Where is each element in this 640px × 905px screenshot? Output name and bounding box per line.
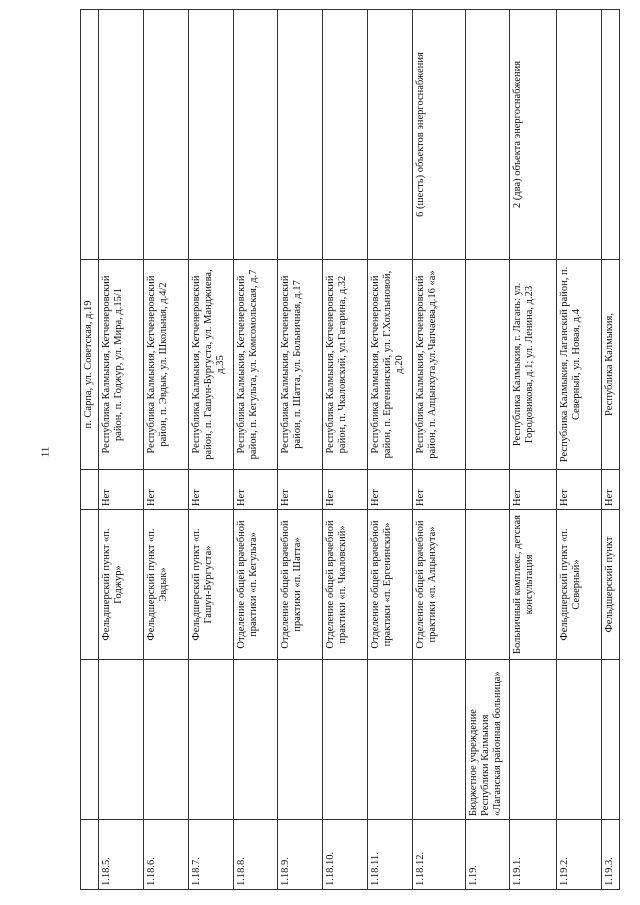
facility-cell [466,510,510,660]
mark-cell: Нет [233,470,278,510]
facility-cell: Фельдшерский пункт «п. Гашун-Бургуста» [188,510,233,660]
objects-cell [233,10,278,260]
objects-cell [278,10,323,260]
objects-cell [556,10,601,260]
facility-cell: Отделение общей врачебной практики «п. Чкаловский» [323,510,368,660]
table-row [278,10,323,890]
address-cell: Республика Калмыкия, Кетченеровский район, п. Чкаловский, ул.Гагарина, д.32 [323,260,368,470]
facility-cell: Отделение общей врачебной практики «п. Алцынхута» [412,510,465,660]
num-cell: 1.18.5. [99,820,144,890]
objects-cell: 2 (два) объекта энергоснабжения [509,10,556,260]
mark-cell: Нет [509,470,556,510]
table-row [509,10,556,890]
facility-cell: Отделение общей врачебной практики «п. Ергенинский» [368,510,413,660]
facility-cell: Отделение общей врачебной практики «п. Кегульта» [233,510,278,660]
address-cell: Республика Калмыкия, Кетченеровский район, п. Гашун-Бургуста, ул. Манджиева, д.35 [188,260,233,470]
table-row [601,10,619,890]
mark-cell: Нет [601,470,619,510]
mark-cell: Нет [368,470,413,510]
mark-cell: Нет [188,470,233,510]
address-cell: Республика Калмыкия, Кетченеровский район, п. Ергенинский, ул. Г.Хохлыновой, д.20 [368,260,413,470]
table-body [81,10,620,890]
table-row [233,10,278,890]
num-cell: 1.18.12. [412,820,465,890]
table-row [143,10,188,890]
facility-cell: Фельдшерский пункт «п. Северный» [556,510,601,660]
num-cell: 1.19.1. [509,820,556,890]
org-cell [143,660,188,820]
facility-cell: Фельдшерский пункт «п. Эвдык» [143,510,188,660]
facility-cell [81,510,99,660]
objects-cell [323,10,368,260]
objects-cell [81,10,99,260]
num-cell: 1.19.2. [556,820,601,890]
num-cell: 1.18.7. [188,820,233,890]
num-cell: 1.18.6. [143,820,188,890]
mark-cell: Нет [556,470,601,510]
facility-cell: Больничный комплекс, детская консультация [509,510,556,660]
page-number: 11 [39,446,52,458]
table-row [412,10,465,890]
org-cell [323,660,368,820]
table-row [188,10,233,890]
facility-cell: Фельдшерский пункт «п. Годжур» [99,510,144,660]
mark-cell [81,470,99,510]
address-cell: Республика Калмыкия, Кетченеровский район, п. Годжур, ул. Мира, д.15/1 [99,260,144,470]
mark-cell: Нет [143,470,188,510]
address-cell [466,260,510,470]
facility-cell: Фельдшерский пункт [601,510,619,660]
objects-cell [601,10,619,260]
objects-cell [99,10,144,260]
table-row [466,10,510,890]
org-cell [233,660,278,820]
address-cell: Республика Калмыкия, Кетченеровский район, п. Алцынхута,ул.Чапчаева,д.16 «а» [412,260,465,470]
num-cell: 1.19.3. [601,820,619,890]
org-cell [556,660,601,820]
table-row [323,10,368,890]
org-cell [368,660,413,820]
org-cell [99,660,144,820]
num-cell: 1.18.8. [233,820,278,890]
rotated-table-container [80,10,620,890]
facilities-table [80,9,620,890]
objects-cell [143,10,188,260]
objects-cell [368,10,413,260]
mark-cell: Нет [412,470,465,510]
address-cell: Республика Калмыкия, [601,260,619,470]
table-row [99,10,144,890]
table-row [556,10,601,890]
address-cell: Республика Калмыкия, Лаганский район, п. Северный, ул. Новая, д.4 [556,260,601,470]
objects-cell [188,10,233,260]
org-cell: Бюджетное учреждение Республики Калмыкия «Лаганская районная больница» [466,660,510,820]
org-cell [601,660,619,820]
address-cell: Республика Калмыкия, Кетченеровский район, п. Эвдык, ул. Школьная, д.4/2 [143,260,188,470]
table-row [368,10,413,890]
num-cell [81,820,99,890]
mark-cell: Нет [278,470,323,510]
num-cell: 1.18.11. [368,820,413,890]
org-cell [412,660,465,820]
org-cell [278,660,323,820]
mark-cell: Нет [99,470,144,510]
num-cell: 1.18.10. [323,820,368,890]
objects-cell: 6 (шесть) объектов энергоснабжения [412,10,465,260]
address-cell: Республика Калмыкия, Кетченеровский район, п. Кегульта, ул. Комсомольская, д.7 [233,260,278,470]
address-cell: Республика Калмыкия, Кетченеровский район, п. Шатта, ул. Больничная, д.17 [278,260,323,470]
address-cell: п. Сарпа, ул. Советская, д.19 [81,260,99,470]
mark-cell [466,470,510,510]
org-cell [188,660,233,820]
org-cell [81,660,99,820]
facility-cell: Отделение общей врачебной практики «п. Шатта» [278,510,323,660]
mark-cell: Нет [323,470,368,510]
address-cell: Республика Калмыкия, г. Лагань: ул. Городовикова, д.1; ул. Ленина, д.23 [509,260,556,470]
num-cell: 1.19. [466,820,510,890]
objects-cell [466,10,510,260]
org-cell [509,660,556,820]
table-row [81,10,99,890]
num-cell: 1.18.9. [278,820,323,890]
